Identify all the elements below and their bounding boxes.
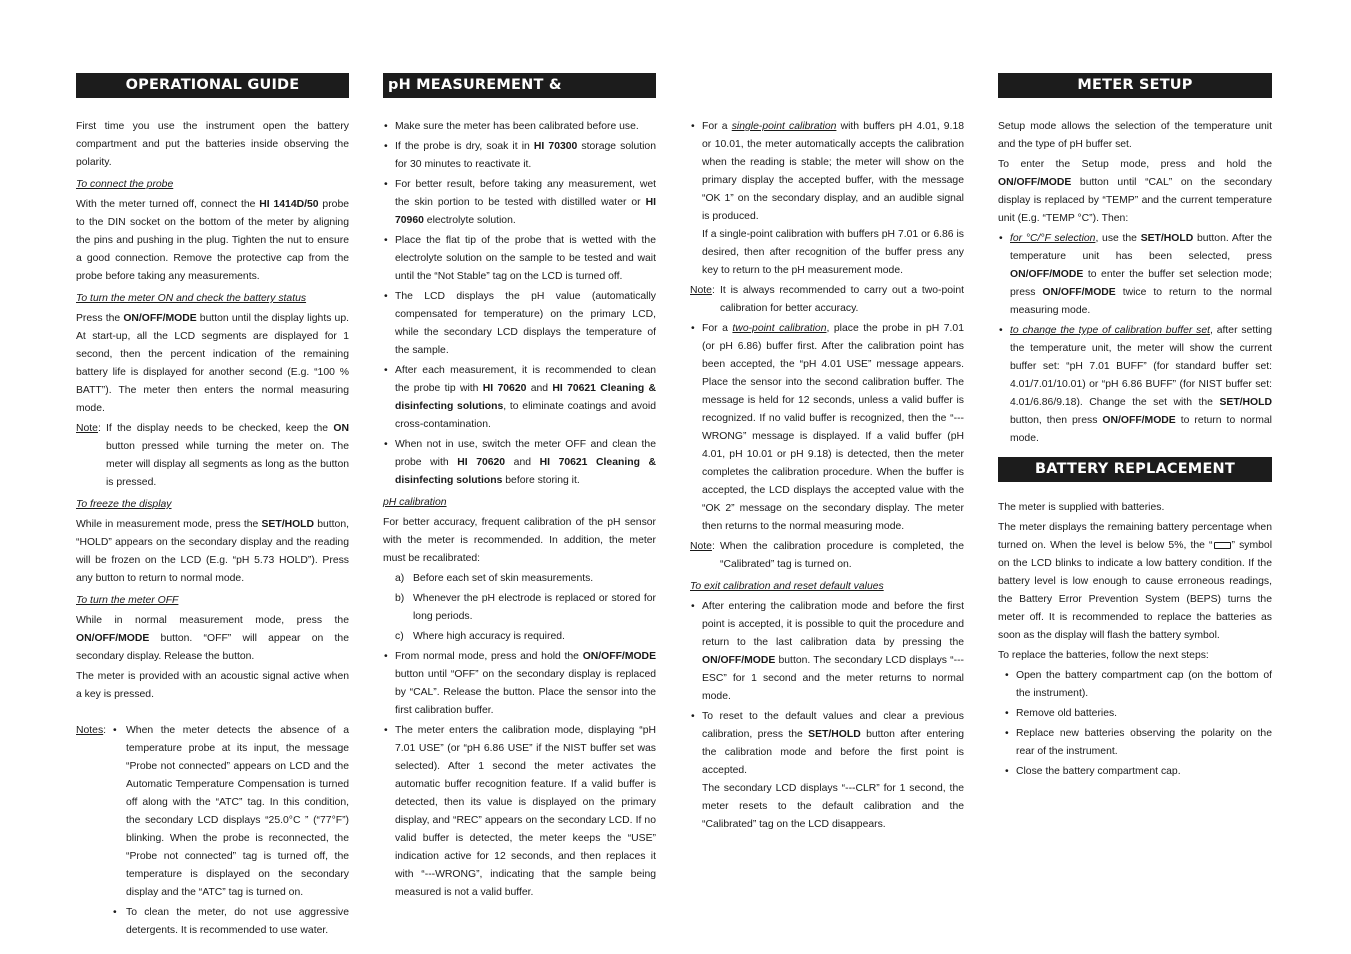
bullet-storage: • When not in use, switch the meter OFF and clean the probe with HI 70620 and HI 70621 Cleaning & disinfecting solutions before storing it. [383,436,656,490]
list-item-a: a) Before each set of skin measurements. [395,573,594,584]
section-header-battery-replacement: BATTERY REPLACEMENT [998,457,1272,482]
note-display-check: Note: If the display needs to be checked, keep the ON button pressed while turning the meter on. The meter will display all segments as long as the button is pressed. [76,423,349,488]
battery-supplied: The meter is supplied with batteries. [998,502,1165,513]
list-item-c: c) Where high accuracy is required. [395,631,565,642]
notes-block: Notes: • When the meter detects the absence of a temperature probe at its input, the message “Probe not connected” appears on LCD and the Automatic Temperature Compensation is turned off along with the “ATC” tag. In this condition, the secondary LCD displays “25.0°C ” (“77°F”) blinking. When the probe is reconnected, the “Probe not connected” tag is turned off, the temperature is displayed on the secondary display and the “ATC” tag is turned on. • To clean the meter, do not use aggressive detergents. It is recommended to use water. [76,722,349,940]
note-probe-absence: • When the meter detects the absence of a temperature probe at its input, the message “Probe not connected” appears on LCD and the Automatic Temperature Compensation is turned off along with the “ATC” tag. In this condition, the secondary LCD displays “25.0°C ” (“77°F”) blinking. When the probe is reconnected, the “Probe not connected” tag is turned off, the temperature is displayed on the secondary display and the “ATC” tag is turned on. [126,722,349,902]
section-header-operational-guide: OPERATIONAL GUIDE [76,73,349,98]
bullet-exit-cal: • After entering the calibration mode and before the first point is accepted, it is possible to quit the procedure and return to the last calibration data by pressing the ON/OFF/MODE button. The secondary LCD displays “---ESC” for 1 second and the meter returns to normal mode. [690,598,964,706]
bullet-temp-unit: • for °C/°F selection, use the SET/HOLD button. After the temperature unit has been selected, press ON/OFF/MODE to enter the buffer set selection mode; press ON/OFF/MODE twice to return to the normal measuring mode. [998,230,1272,320]
step-remove-batteries: • Remove old batteries. [1004,705,1272,723]
calibration-intro: For better accuracy, frequent calibration of the pH sensor with the meter is recommended. In addition, the meter must be recalibrated: [383,517,656,564]
list-item-b: b) Whenever the pH electrode is replaced or stored for long periods. [395,593,656,622]
section-header-meter-setup: METER SETUP [998,73,1272,98]
bullet-reset-defaults: • To reset to the default values and clear a previous calibration, press the SET/HOLD button after entering the calibration mode and before the first point is accepted. The secondary LCD displays “---CLR” for 1 second, the meter resets to the default calibration and the “Calibrated” tag on the LCD disappears. [690,708,964,834]
subheading-freeze-display: To freeze the display [76,499,172,510]
step-close-cap: • Close the battery compartment cap. [1004,763,1272,781]
bullet-buffer-set: • to change the type of calibration buffer set, after setting the temperature unit, the meter will show the current buffer set: “pH 7.01 BUFF” (for standard buffer set: 4.01/7.01/10.01) or “pH 6.86 BUFF” (for NIST buffer set: 4.01/6.86/9.18). Change the set with the SET/HOLD button, then press ON/OFF/MODE to return to normal mode. [998,322,1272,448]
turn-off-paragraph: While in normal measurement mode, press the ON/OFF/MODE button. “OFF” will appear on the secondary display. Release the button. [76,615,349,662]
subheading-ph-calibration: pH calibration [383,497,447,508]
column-ph-measurement [383,73,656,904]
bullet-dry-probe: • If the probe is dry, soak it in HI 70300 storage solution for 30 minutes to reactivate it. [383,138,656,174]
bullet-two-point: • For a two-point calibration, place the probe in pH 7.01 (or pH 6.86) buffer first. After the calibration point has been accepted, the “pH 4.01 USE” message appears. Place the sensor into the second calibration buffer. The message is held for 12 seconds, unless a valid buffer is recognized. If no valid buffer is recognized, then the “---WRONG” message is displayed. If a valid buffer (pH 4.01, pH 10.01 or pH 9.18) is detected, then the meter completes the calibration procedure. When the buffer is accepted, the LCD displays the accepted value with the “OK 2” message on the secondary display. The meter then returns to the normal measuring mode. [690,320,964,536]
note-two-point: Note: It is always recommended to carry out a two-point calibration for better accuracy. [690,285,964,314]
bullet-cal-mode: • The meter enters the calibration mode, displaying “pH 7.01 USE” (or “pH 6.86 USE” if the NIST buffer set was selected). After 1 second the meter activates the automatic buffer recognition feature. If a valid buffer is detected, then its value is displayed on the primary display, and “REC” appears on the secondary LCD. If no valid buffer is detected, the meter keeps the “USE” indication active for 12 seconds, and then replaces it with “---WRONG”, indicating that the sample being measured is not a valid buffer. [383,722,656,902]
column-calibration-continued [690,118,964,836]
column-meter-setup [998,73,1273,777]
section-header-ph-measurement: pH MEASUREMENT & CALIBRATION [383,73,656,98]
column-operational-guide [76,73,349,942]
bullet-wet-skin: • For better result, before taking any measurement, wet the skin portion to be tested with distilled water or HI 70960 electrolyte solution. [383,176,656,230]
setup-intro: Setup mode allows the selection of the temperature unit and the type of pH buffer set. [998,121,1272,150]
subheading-turn-on: To turn the meter ON and check the battery status [76,293,307,304]
battery-steps-intro: To replace the batteries, follow the next steps: [998,650,1209,661]
intro-paragraph: First time you use the instrument open the battery compartment and put the batteries inside observing the polarity. [76,121,349,168]
step-replace-batteries: • Replace new batteries observing the polarity on the rear of the instrument. [1004,725,1272,761]
bullet-enter-cal: • From normal mode, press and hold the ON/OFF/MODE button until “OFF” on the secondary display is replaced by “CAL”. Release the button. Place the sensor into the first calibration buffer. [383,648,656,720]
turn-on-paragraph: Press the ON/OFF/MODE button until the display lights up. At start-up, all the LCD segments are displayed for 1 second, then the percent indication of the remaining battery life is displayed for another second (E.g. “100 % BATT”). The meter then enters the normal measuring mode. [76,313,350,414]
note-cleaning: • To clean the meter, do not use aggressive detergents. It is recommended to use water. [126,904,349,940]
battery-level-paragraph: The meter displays the remaining battery percentage when turned on. When the level is below 5%, the “ ” symbol on the LCD blinks to indicate a low battery condition. If the battery level is low enough to cause erroneous readings, the Battery Error Prevention System (BEPS) turns the meter off. It is recommended to replace the batteries as soon as the display will flash the battery symbol. [998,522,1273,641]
bullet-place-probe: • Place the flat tip of the probe that is wetted with the electrolyte solution on the sample to be tested and wait until the “Not Stable” tag on the LCD is turned off. [383,232,656,286]
bullet-clean-after: • After each measurement, it is recommended to clean the probe tip with HI 70620 and HI 70621 Cleaning & disinfecting solutions, to eliminate coatings and avoid cross-contamination. [383,362,656,434]
connect-probe-paragraph: With the meter turned off, connect the HI 1414D/50 probe to the DIN socket on the bottom of the meter by aligning the pins and pushing in the plug. Tighten the nut to ensure a good connection. Remove the protective cap from the probe before taking any measurements. [76,199,350,282]
acoustic-signal-paragraph: The meter is provided with an acoustic signal active when a key is pressed. [76,671,349,700]
bullet-calibrated: • Make sure the meter has been calibrated before use. [383,118,656,136]
note-calibrated: Note: When the calibration procedure is completed, the “Calibrated” tag is turned on. [690,541,964,570]
setup-enter: To enter the Setup mode, press and hold the ON/OFF/MODE button until “CAL” on the secondary display is replaced by “TEMP” and the current temperature unit (E.g. “TEMP °C”). Then: [998,159,1272,224]
step-open-cap: • Open the battery compartment cap (on the bottom of the instrument). [1004,667,1272,703]
freeze-display-paragraph: While in measurement mode, press the SET/HOLD button, “HOLD” appears on the secondary display and the reading will be frozen on the LCD (E.g. “pH 5.73 HOLD”). Press any button to return to normal mode. [76,519,349,584]
bullet-lcd-display: • The LCD displays the pH value (automatically compensated for temperature) on the primary LCD, while the secondary LCD displays the temperature of the sample. [383,288,656,360]
subheading-connect-probe: To connect the probe [76,179,174,190]
subheading-turn-off: To turn the meter OFF [76,595,179,606]
battery-section [998,499,1272,783]
subheading-exit-calibration: To exit calibration and reset default values [690,581,884,592]
bullet-single-point: • For a single-point calibration with buffers pH 4.01, 9.18 or 10.01, the meter automatically accepts the calibration when the reading is stable; the meter will show on the primary display the accepted buffer, with the message “OK 1” on the secondary display, and an audible signal is produced. If a single-point calibration with buffers pH 7.01 or 6.86 is desired, then after recognition of the buffer press any key to return to the pH measurement mode. [690,118,964,280]
battery-icon [1214,542,1231,549]
